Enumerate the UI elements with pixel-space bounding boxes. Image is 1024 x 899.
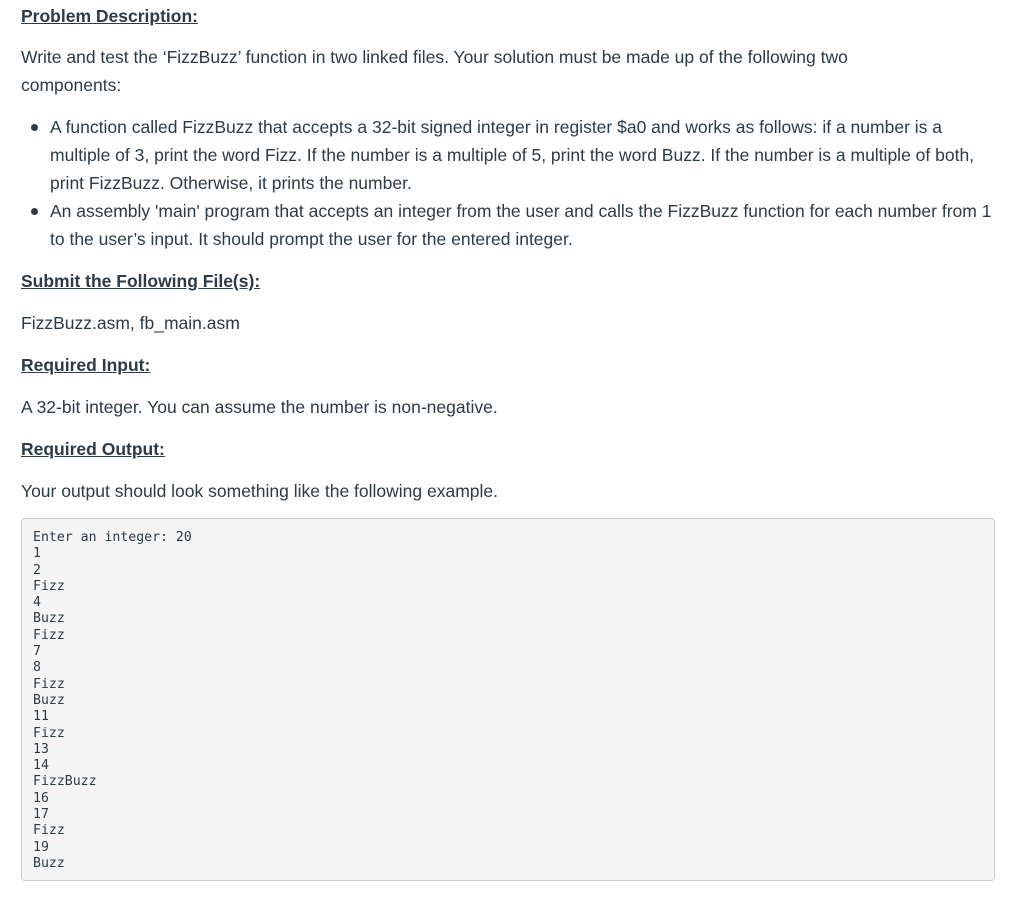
requirement-item-fizzbuzz-function: [21, 113, 996, 197]
example-output-line: 19: [33, 839, 49, 855]
requirement-item-main-program: [21, 197, 996, 253]
required-output-heading: Required Output:: [21, 439, 165, 459]
example-output-line: 17: [33, 807, 49, 823]
example-output-line: Buzz: [33, 692, 65, 708]
example-output-line: 11: [33, 709, 49, 725]
example-output-line: Fizz: [33, 676, 65, 692]
bullet-icon: [31, 124, 38, 131]
example-output-line: 13: [33, 741, 49, 757]
example-output-line: 8: [33, 660, 41, 676]
example-output-line: Buzz: [33, 855, 65, 871]
example-output-line: 1: [33, 546, 41, 562]
example-output-line: Fizz: [33, 725, 65, 741]
example-output-line: Fizz: [33, 578, 65, 594]
requirement-text: An assembly 'main' program that accepts an integer from the user and calls the FizzBuzz function for each number from 1 to the user’s input. It should prompt the user for the entered integer.: [50, 201, 992, 249]
example-output-line: 7: [33, 644, 41, 660]
problem-description-heading: Problem Description:: [21, 6, 198, 26]
requirements-list: [21, 113, 996, 253]
example-output-lines: [33, 530, 192, 872]
example-output-line: 14: [33, 758, 49, 774]
example-output-line: FizzBuzz: [33, 774, 97, 790]
example-output-line: 16: [33, 790, 49, 806]
example-output-line: Fizz: [33, 627, 65, 643]
problem-intro: Write and test the ‘FizzBuzz’ function in two linked files. Your solution must be made up of the following two components:: [21, 47, 848, 95]
example-output-line: Enter an integer: 20: [33, 530, 192, 545]
example-output-line: 4: [33, 595, 41, 611]
required-input-text: A 32-bit integer. You can assume the number is non-negative.: [21, 397, 498, 417]
example-output-line: 2: [33, 562, 41, 578]
requirement-text: A function called FizzBuzz that accepts a 32-bit signed integer in register $a0 and works as follows: if a number is a multiple of 3, print the word Fizz. If the number is a multiple of 5, print the word Buzz. If the number is a multiple of both, print FizzBuzz. Otherwise, it prints the number.: [50, 117, 975, 193]
required-output-text: Your output should look something like the following example.: [21, 481, 499, 501]
submit-files-list: FizzBuzz.asm, fb_main.asm: [21, 313, 240, 333]
example-output-line: Fizz: [33, 823, 65, 839]
example-output-line: Buzz: [33, 611, 65, 627]
required-input-heading: Required Input:: [21, 355, 151, 375]
example-output-code-block: [21, 518, 995, 881]
bullet-icon: [31, 208, 38, 215]
submit-files-heading: Submit the Following File(s):: [21, 271, 261, 291]
